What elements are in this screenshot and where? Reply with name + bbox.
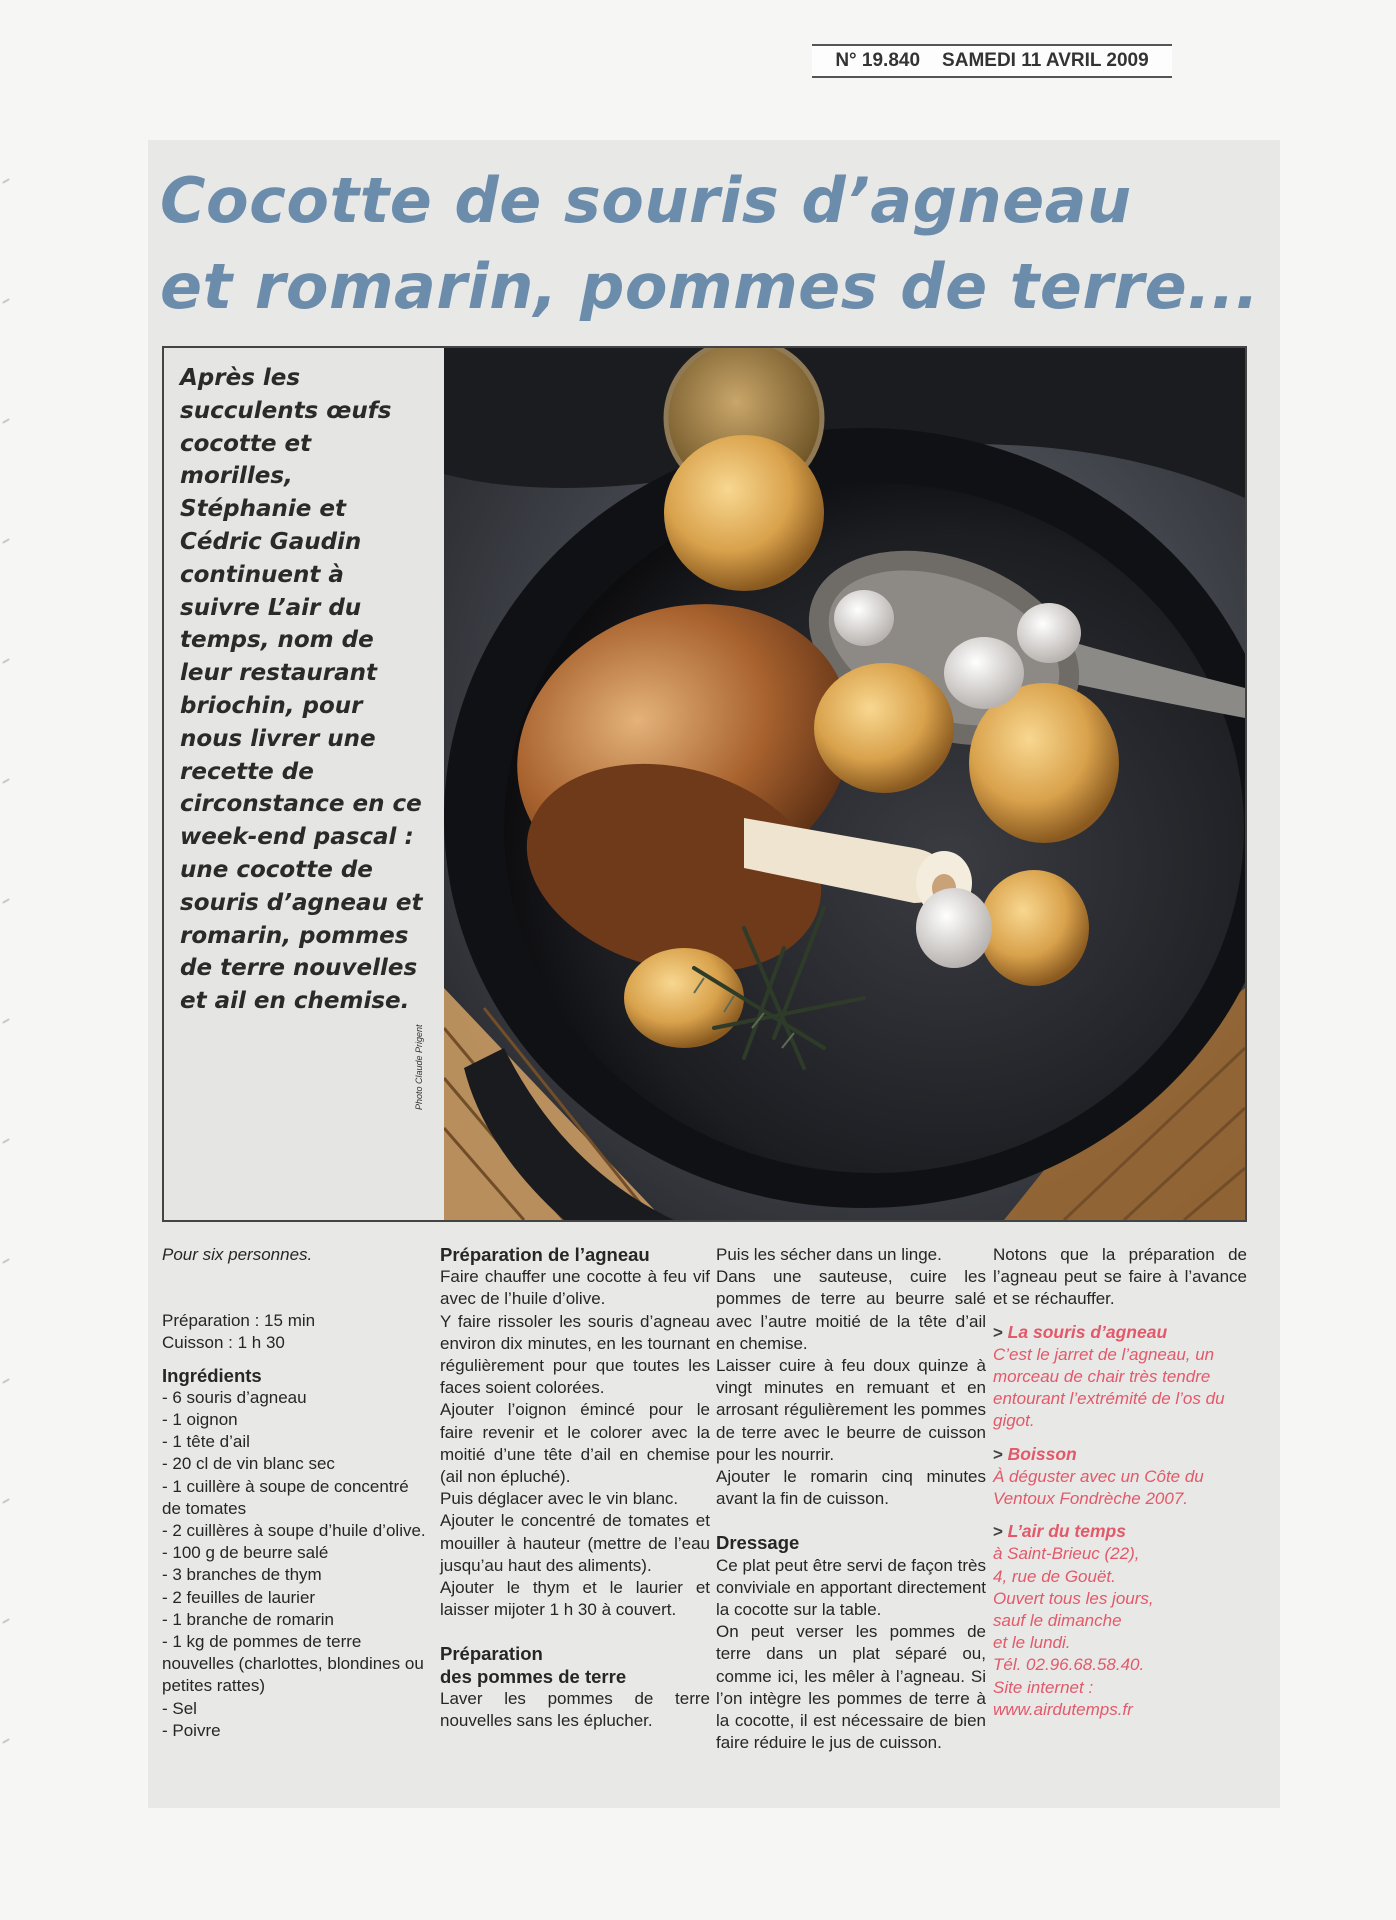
lamb-step: Ajouter le concentré de tomates et mouiller à hauteur (mettre de l’eau jusqu’au haut des aliments). — [440, 1511, 710, 1575]
ingredient-item: - 1 cuillère à soupe de concentré de tomates — [162, 1476, 409, 1518]
ingredients-list — [162, 1387, 432, 1742]
dressing-step: Ce plat peut être servi de façon très conviviale en apportant directement la cocotte sur la table. — [716, 1555, 986, 1620]
potatoes-step: Puis les sécher dans un linge. — [716, 1245, 942, 1264]
restaurant-address-line: à Saint-Brieuc (22), — [993, 1544, 1140, 1564]
prep-time: Préparation : 15 min — [162, 1311, 316, 1331]
binder-edge-marks — [0, 0, 14, 1920]
potatoes-prep-heading-1: Préparation — [440, 1643, 543, 1665]
headline-line-1: Cocotte de souris d’agneau — [160, 164, 1132, 237]
aside-restaurant-details — [993, 1543, 1247, 1721]
aside-souris-text: C’est le jarret de l’agneau, un morceau de chair très tendre entourant l’extrémité de l’os du gigot. — [993, 1344, 1225, 1431]
lamb-step: Puis déglacer avec le vin blanc. — [440, 1489, 679, 1509]
arrow-icon: > — [993, 1444, 1003, 1464]
arrow-icon: > — [993, 1322, 1003, 1342]
dish-photo — [444, 348, 1245, 1220]
ingredient-item: - 2 feuilles de laurier — [162, 1587, 316, 1607]
restaurant-hours-line: sauf le dimanche — [993, 1611, 1122, 1631]
ingredient-item: - 2 cuillères à soupe d’huile d’olive. — [162, 1521, 426, 1541]
aside-souris-heading — [993, 1321, 1247, 1344]
recipe-column-2 — [440, 1244, 710, 1732]
restaurant-address-line: 4, rue de Gouët. — [993, 1566, 1116, 1586]
arrow-icon: > — [993, 1522, 1003, 1542]
aside-boisson-heading — [993, 1443, 1247, 1466]
dressing-step: Notons que la préparation de l’agneau peut se faire à l’avance et se réchauffer. — [993, 1245, 1247, 1309]
article-headline — [160, 158, 1260, 330]
issue-number: N° 19.840 — [835, 50, 921, 71]
recipe-column-3 — [716, 1244, 986, 1754]
recipe-column-1 — [162, 1244, 432, 1742]
cook-time: Cuisson : 1 h 30 — [162, 1333, 285, 1353]
dressing-heading: Dressage — [716, 1532, 800, 1554]
lamb-step: Faire chauffer une cocotte à feu vif avec de l’huile d’olive. — [440, 1267, 710, 1309]
ingredient-item: - 20 cl de vin blanc sec — [162, 1454, 335, 1474]
dish-photo-illustration — [444, 348, 1245, 1220]
ingredient-item: - 1 branche de romarin — [162, 1609, 334, 1629]
restaurant-phone: Tél. 02.96.68.58.40. — [993, 1655, 1145, 1675]
potatoes-step: Dans une sauteuse, cuire les pommes de terre au beurre salé avec l’autre moitié de la tête d’ail en chemise. — [716, 1267, 986, 1353]
dressing-step: On peut verser les pommes de terre dans un plat séparé ou, comme ici, les mêler à l’agneau. Si l’on intègre les pommes de terre à la cocotte, il est nécessaire de bien faire réduire le jus de cuisson. — [716, 1622, 986, 1753]
potatoes-step: Laisser cuire à feu doux quinze à vingt minutes en remuant et en arrosant régulièrement les pommes de terre avec le beurre de cuisson pour les nourrir. — [716, 1356, 986, 1464]
aside-boisson-text: À déguster avec un Côte du Ventoux Fondrèche 2007. — [993, 1466, 1204, 1509]
potatoes-step: Laver les pommes de terre nouvelles sans les éplucher. — [440, 1688, 710, 1731]
ingredient-item: - 1 tête d’ail — [162, 1432, 250, 1452]
ingredient-item: - Sel — [162, 1698, 197, 1718]
servings: Pour six personnes. — [162, 1245, 313, 1264]
ingredient-item: - Poivre — [162, 1720, 221, 1740]
headline-line-2: et romarin, pommes de terre... — [160, 250, 1260, 323]
restaurant-hours-line: et le lundi. — [993, 1633, 1071, 1653]
restaurant-website-label: Site internet : — [993, 1677, 1094, 1697]
ingredient-item: - 3 branches de thym — [162, 1565, 322, 1585]
lamb-prep-heading: Préparation de l’agneau — [440, 1244, 650, 1265]
aside-restaurant-title: L’air du temps — [1007, 1521, 1126, 1542]
ingredient-item: - 100 g de beurre salé — [162, 1543, 329, 1563]
ingredients-heading: Ingrédients — [162, 1364, 262, 1386]
restaurant-website: www.airdutemps.fr — [993, 1699, 1133, 1719]
ingredient-item: - 1 oignon — [162, 1410, 238, 1430]
intro-text: Après les succulents œufs cocotte et morilles, Stéphanie et Cédric Gaudin continuent à suivre L’air du temps, nom de leur restaurant briochin, pour nous livrer une recette de circonstance en ce week-end pascal : une cocotte de souris d’agneau et romarin, pommes de terre nouvelles et ail en chemise. — [180, 365, 423, 1015]
lamb-step: Ajouter l’oignon émincé pour le faire revenir et le colorer avec la moitié d’une tête d’ail en chemise (ail non épluché). — [440, 1400, 710, 1487]
ingredient-item: - 6 souris d’agneau — [162, 1387, 307, 1407]
recipe-column-4 — [993, 1244, 1247, 1721]
aside-souris-title: La souris d’agneau — [1007, 1321, 1168, 1342]
restaurant-hours-line: Ouvert tous les jours, — [993, 1588, 1154, 1608]
lamb-step: Y faire rissoler les souris d’agneau environ dix minutes, en les tournant régulièrement pour que toutes les faces soient colorées. — [440, 1311, 710, 1398]
lamb-step: Ajouter le thym et le laurier et laisser mijoter 1 h 30 à couvert. — [440, 1578, 710, 1620]
masthead — [812, 44, 1172, 78]
ingredient-item: - 1 kg de pommes de terre nouvelles (charlottes, blondines ou petites rattes) — [162, 1632, 424, 1696]
potatoes-step: Ajouter le romarin cinq minutes avant la fin de cuisson. — [716, 1467, 986, 1509]
aside-restaurant-heading — [993, 1520, 1247, 1543]
issue-date: SAMEDI 11 AVRIL 2009 — [942, 50, 1149, 71]
aside-boisson-title: Boisson — [1007, 1443, 1077, 1464]
photo-credit: Photo Claude Prigent — [414, 1024, 424, 1110]
potatoes-prep-heading-2: des pommes de terre — [440, 1665, 627, 1687]
